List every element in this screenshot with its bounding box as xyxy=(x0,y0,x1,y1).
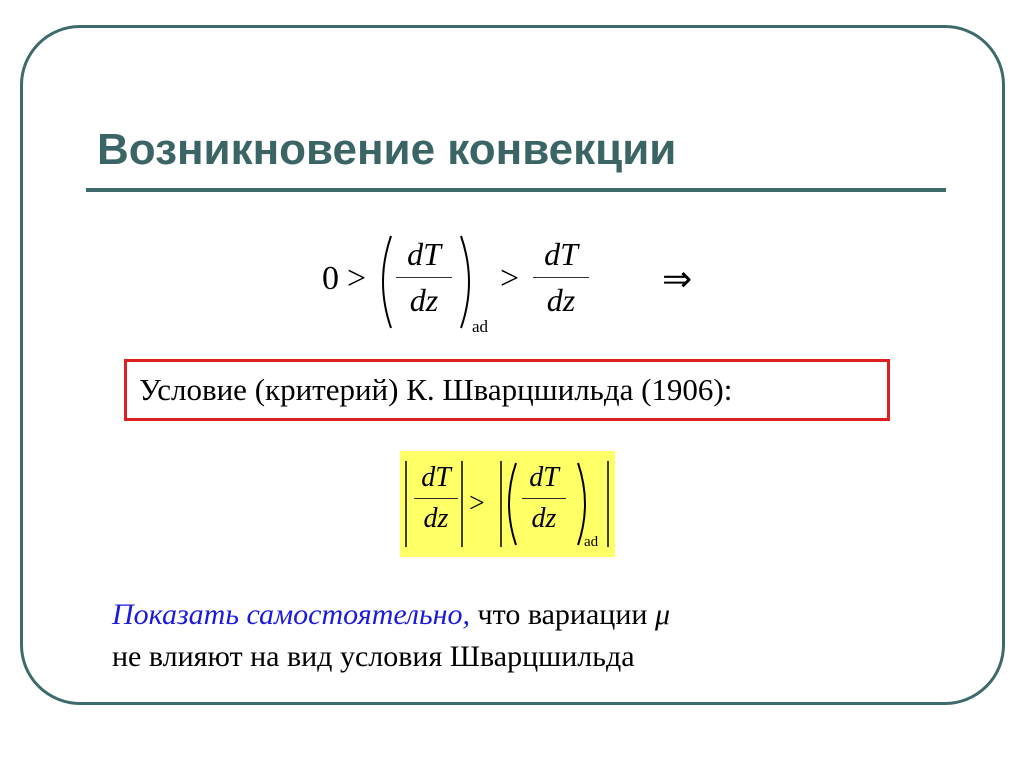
eq2-frac-right xyxy=(522,462,566,535)
eq1-implies: ⇒ xyxy=(662,259,693,299)
eq1-frac-ad-num: dT xyxy=(407,236,441,272)
note-line1-rest: что вариации xyxy=(470,598,655,631)
eq2-frac-right-num: dT xyxy=(529,462,559,493)
note-italic-lead: Показать самостоятельно, xyxy=(112,598,471,631)
eq2-frac-left-den: dz xyxy=(423,503,449,534)
eq1-frac-num: dT xyxy=(544,236,578,272)
criterion-box xyxy=(124,359,890,421)
eq1-frac-den: dz xyxy=(546,282,576,318)
eq1-sub-ad: ad xyxy=(472,317,489,336)
note-mu-symbol: μ xyxy=(654,598,671,631)
eq2-frac-left-num: dT xyxy=(421,462,451,493)
eq2-gt: > xyxy=(469,488,485,519)
eq2-frac-right-bar xyxy=(522,498,566,499)
criterion-label: Условие (критерий) К. Шварцшильда (1906): xyxy=(139,372,733,407)
eq1-gt-2: > xyxy=(500,260,520,297)
eq1-frac-ad-den: dz xyxy=(409,282,439,318)
slide-title: Возникновение конвекции xyxy=(97,125,677,174)
title-underline xyxy=(86,188,946,192)
eq2-frac-left xyxy=(414,462,458,535)
eq1-frac-ad xyxy=(396,236,452,319)
eq2-frac-left-bar xyxy=(414,498,458,499)
eq1-gt-1: > xyxy=(347,260,367,297)
eq1-frac-bar xyxy=(533,277,589,278)
note-line-2: не влияют на вид условия Шварцшильда xyxy=(112,640,635,673)
eq1-frac xyxy=(533,236,589,319)
eq2-sub-ad: ad xyxy=(584,534,599,550)
eq1-frac-ad-bar xyxy=(396,277,452,278)
eq1-zero: 0 xyxy=(322,260,339,297)
eq2-frac-right-den: dz xyxy=(531,503,557,534)
exercise-note xyxy=(112,594,670,678)
note-line-1 xyxy=(112,594,670,636)
